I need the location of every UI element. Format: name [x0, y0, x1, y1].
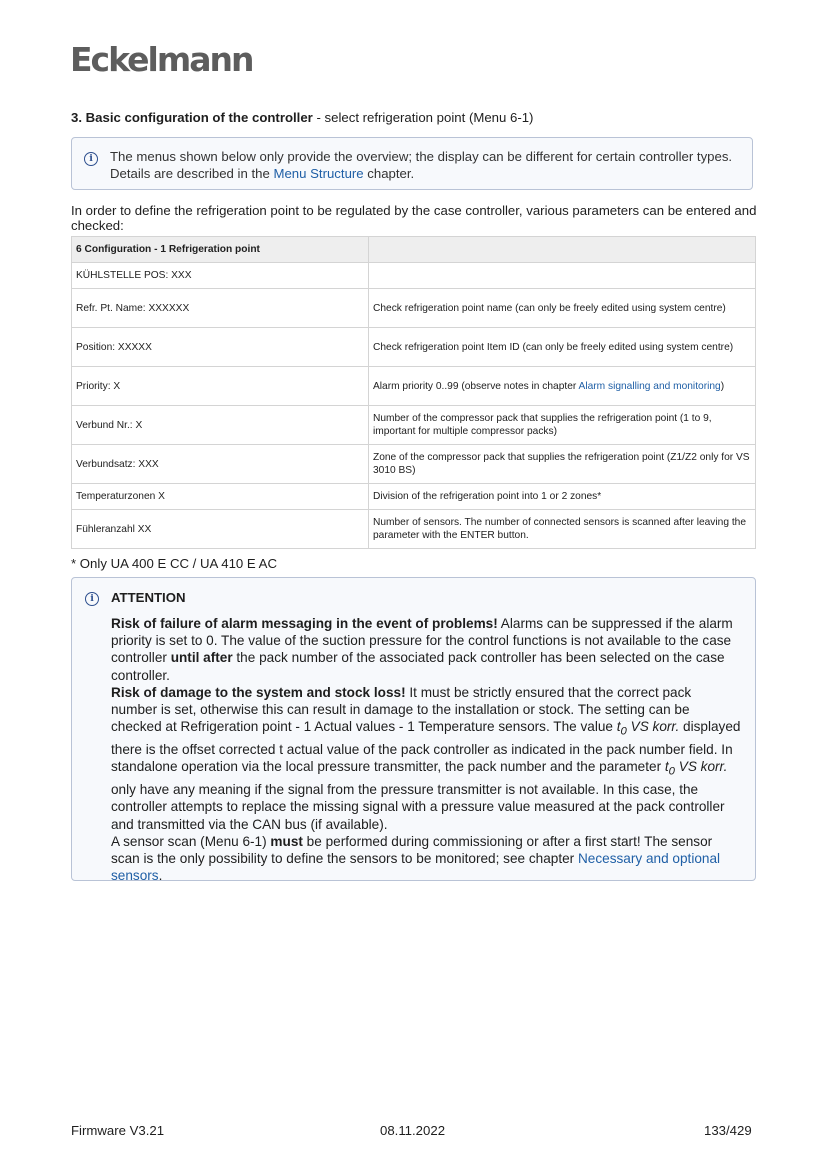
param-cell: Verbund Nr.: X: [72, 406, 369, 445]
table-header-row: [72, 237, 756, 263]
section-heading-rest: - select refrigeration point (Menu 6-1): [312, 110, 534, 125]
param-cell: Refr. Pt. Name: XXXXXX: [72, 289, 369, 328]
note-text-after: chapter.: [363, 165, 415, 181]
param-cell: KÜHLSTELLE POS: XXX: [72, 263, 369, 289]
section-heading-bold: 3. Basic configuration of the controller: [71, 110, 313, 125]
desc-cell: [369, 263, 756, 289]
table-row: [72, 263, 756, 289]
var-base: t: [664, 759, 669, 775]
attention-text: Alarms can be suppressed if the alarm priority is set to 0. The value of the suction pressure for the control functions is not available to the case controller: [111, 616, 733, 666]
table-row: [72, 367, 756, 406]
table-row: [72, 484, 756, 510]
var-sub: 0: [620, 725, 627, 738]
var-base: t: [616, 719, 621, 735]
variable-t0-vs-korr: [616, 719, 680, 738]
necessary-sensors-link[interactable]: Necessary and optional sensors: [111, 851, 721, 884]
info-note-box: [71, 137, 753, 190]
attention-bold: Risk of failure of alarm messaging in the event of problems!: [111, 616, 498, 631]
refrigeration-point-table: [71, 236, 756, 549]
attention-text: displayed there is the offset corrected t actual value of the pack controller as indicated in the pack number field. In standalone operation via the local pressure transmitter, the pack number and the parameter: [111, 719, 741, 775]
desc-cell: Number of the compressor pack that supplies the refrigeration point (1 to 9, important for multiple compressor packs): [369, 406, 756, 445]
desc-cell: [369, 367, 756, 406]
table-row: [72, 328, 756, 367]
attention-paragraph-1: [111, 615, 741, 684]
desc-cell: Check refrigeration point name (can only be freely edited using system centre): [369, 289, 756, 328]
param-cell: Verbundsatz: XXX: [72, 445, 369, 484]
var-sub: 0: [668, 766, 675, 779]
attention-bold: Risk of damage to the system and stock loss!: [111, 684, 406, 700]
table-header-cell: [369, 237, 756, 263]
alarm-signalling-link[interactable]: Alarm signalling and monitoring: [578, 380, 721, 392]
note-text-before: The menus shown below only provide the overview; the display can be different for certain controller types. Details are described in the: [110, 149, 733, 181]
attention-text: the pack number of the associated pack controller has been selected on the case controller.: [111, 650, 725, 683]
intro-paragraph: In order to define the refrigeration point to be regulated by the case controller, various parameters can be entered and checked:: [71, 203, 757, 233]
desc-cell: Number of sensors. The number of connected sensors is scanned after leaving the parameter with the ENTER button.: [369, 510, 756, 549]
desc-cell: Zone of the compressor pack that supplies the refrigeration point (Z1/Z2 only for VS 3010 BS): [369, 445, 756, 484]
attention-text: be performed during commissioning or after a first start! The sensor scan is the only possibility to define the sensors to be monitored; see chapter: [111, 833, 713, 867]
attention-title: ATTENTION: [111, 590, 186, 605]
param-cell: Fühleranzahl XX: [72, 510, 369, 549]
attention-paragraph-2: [111, 684, 741, 833]
table-row: [72, 445, 756, 484]
table-footnote: * Only UA 400 E CC / UA 410 E AC: [71, 556, 277, 571]
var-suffix: VS korr.: [626, 719, 680, 735]
attention-bold: must: [270, 833, 303, 849]
attention-box: [71, 577, 756, 884]
attention-text: only have any meaning if the signal from the pressure transmitter is not available. In this case, the controller attempts to replace the missing signal with a pressure value measured at the pack controller and transmitted via the CAN bus (if available).: [111, 782, 725, 832]
table-row: [72, 510, 756, 549]
footer-firmware: Firmware V3.21: [71, 1123, 165, 1138]
attention-text: .: [158, 868, 163, 884]
param-cell: Position: XXXXX: [72, 328, 369, 367]
attention-text: A sensor scan (Menu 6-1): [111, 833, 271, 849]
footer-date: 08.11.2022: [380, 1123, 446, 1138]
table-header-cell: 6 Configuration - 1 Refrigeration point: [72, 237, 369, 263]
desc-cell: Division of the refrigeration point into 1 or 2 zones*: [369, 484, 756, 510]
section-heading: [71, 110, 757, 125]
info-note-text: [110, 149, 740, 182]
eckelmann-logo: Eckelmann: [70, 40, 253, 79]
info-icon: i: [84, 152, 98, 166]
param-cell: Temperaturzonen X: [72, 484, 369, 510]
param-cell: Priority: X: [72, 367, 369, 406]
attention-body: [111, 615, 741, 884]
var-suffix: VS korr.: [674, 759, 728, 775]
desc-cell: Check refrigeration point Item ID (can only be freely edited using system centre): [369, 328, 756, 367]
menu-structure-link[interactable]: Menu Structure: [273, 165, 364, 181]
variable-t0-vs-korr: [664, 759, 728, 779]
attention-paragraph-3: [111, 833, 741, 885]
footer-page-number: 133/429: [704, 1123, 752, 1138]
desc-text: Alarm priority 0..99 (observe notes in chapter: [373, 380, 579, 392]
desc-text-after: ): [720, 380, 725, 392]
table-row: [72, 406, 756, 445]
attention-bold: until after: [170, 650, 233, 666]
attention-text: It must be strictly ensured that the correct pack number is set, otherwise this can result in damage to the installation or stock. The setting can be checked at Refrigeration point - 1 Actual values - 1 Temperature sensors. The value: [111, 684, 692, 735]
info-icon: i: [85, 592, 99, 606]
table-row: [72, 289, 756, 328]
